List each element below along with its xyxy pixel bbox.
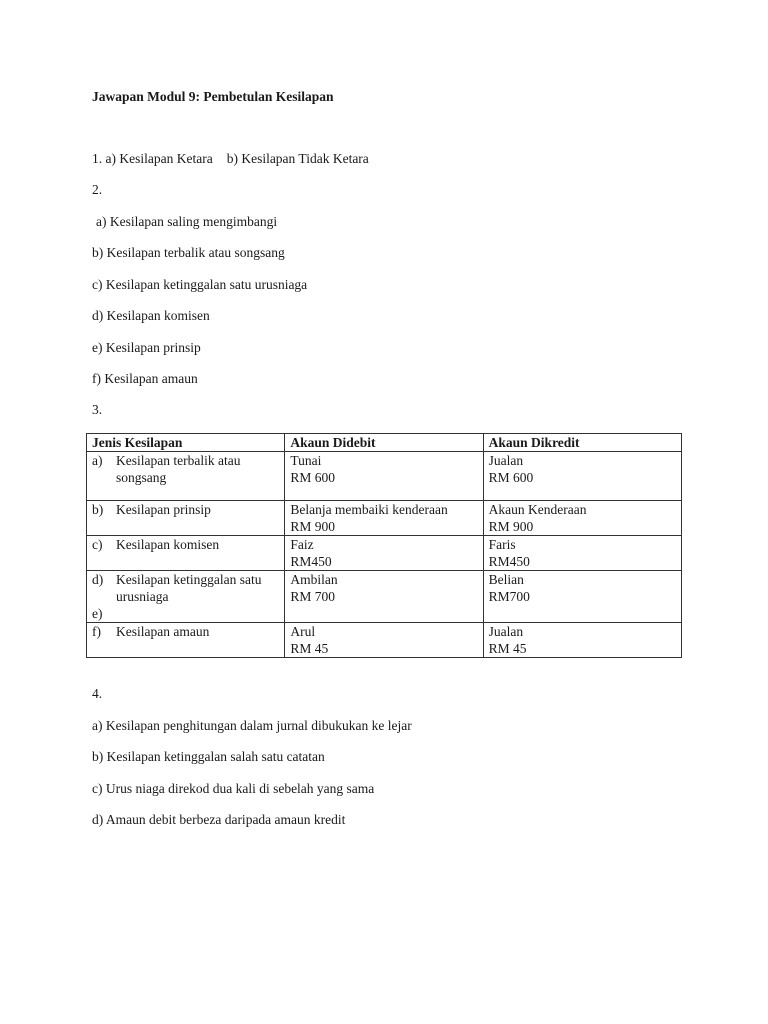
- debit-account: Belanja membaiki kenderaan: [290, 502, 448, 517]
- jenis-text: Kesilapan komisen: [116, 537, 220, 552]
- table-row: [87, 536, 682, 571]
- debit-amount: RM 600: [290, 470, 335, 485]
- row-extra-marker: e): [92, 606, 103, 621]
- debit-cell: [285, 452, 483, 501]
- jenis-cell: [87, 623, 285, 658]
- row-index: d): [92, 572, 104, 587]
- question-2-item-d: d) Kesilapan komisen: [92, 308, 210, 323]
- question-1: [92, 151, 369, 167]
- header-jenis-kesilapan: Jenis Kesilapan: [87, 434, 285, 452]
- question-1-answer-b: b) Kesilapan Tidak Ketara: [226, 151, 369, 166]
- page-title: Jawapan Modul 9: Pembetulan Kesilapan: [92, 89, 334, 104]
- error-correction-table: [86, 433, 682, 658]
- question-1-answer-a: a) Kesilapan Ketara: [105, 151, 213, 166]
- question-2-item-c: c) Kesilapan ketinggalan satu urusniaga: [92, 277, 308, 292]
- debit-cell: [285, 501, 483, 536]
- question-2-item-f: f) Kesilapan amaun: [92, 371, 198, 386]
- question-2-item-e: e) Kesilapan prinsip: [92, 340, 201, 355]
- jenis-text: Kesilapan ketinggalan satu urusniaga: [116, 572, 262, 604]
- header-akaun-dikredit: Akaun Dikredit: [483, 434, 681, 452]
- credit-cell: [483, 571, 681, 623]
- debit-account: Faiz: [290, 537, 314, 552]
- jenis-text: Kesilapan prinsip: [116, 502, 211, 517]
- row-index: b): [92, 502, 104, 517]
- credit-cell: [483, 452, 681, 501]
- debit-cell: [285, 571, 483, 623]
- table-row: [87, 623, 682, 658]
- credit-account: Jualan: [488, 624, 524, 639]
- table-row: [87, 452, 682, 501]
- table-row: [87, 571, 682, 623]
- debit-cell: [285, 623, 483, 658]
- question-4-item-d: d) Amaun debit berbeza daripada amaun kredit: [92, 812, 346, 827]
- credit-cell: [483, 536, 681, 571]
- credit-account: Akaun Kenderaan: [488, 502, 587, 517]
- credit-cell: [483, 501, 681, 536]
- jenis-cell: [87, 452, 285, 501]
- credit-amount: RM 900: [488, 519, 534, 534]
- credit-account: Jualan: [488, 453, 524, 468]
- row-index: a): [92, 453, 103, 468]
- question-3-number: 3.: [92, 402, 103, 417]
- question-2-item-a: a) Kesilapan saling mengimbangi: [96, 214, 278, 229]
- table-header-row: [87, 434, 682, 452]
- debit-amount: RM 900: [290, 519, 335, 534]
- question-4-number: 4.: [92, 686, 103, 701]
- header-akaun-didebit: Akaun Didebit: [285, 434, 483, 452]
- debit-amount: RM 700: [290, 589, 335, 604]
- table-row: [87, 501, 682, 536]
- credit-account: Belian: [488, 572, 524, 587]
- debit-amount: RM 45: [290, 641, 329, 656]
- debit-cell: [285, 536, 483, 571]
- credit-cell: [483, 623, 681, 658]
- question-1-number: 1.: [92, 151, 103, 166]
- jenis-cell: [87, 571, 285, 623]
- credit-amount: RM700: [488, 589, 530, 604]
- debit-account: Arul: [290, 624, 316, 639]
- debit-account: Tunai: [290, 453, 322, 468]
- jenis-cell: [87, 501, 285, 536]
- debit-amount: RM450: [290, 554, 332, 569]
- jenis-text: Kesilapan amaun: [116, 624, 210, 639]
- row-index: c): [92, 537, 103, 552]
- credit-amount: RM 45: [488, 641, 527, 656]
- row-index: f): [92, 624, 101, 639]
- question-4-item-b: b) Kesilapan ketinggalan salah satu catatan: [92, 749, 325, 764]
- credit-amount: RM 600: [488, 470, 534, 485]
- question-4-item-c: c) Urus niaga direkod dua kali di sebelah yang sama: [92, 781, 375, 796]
- debit-account: Ambilan: [290, 572, 338, 587]
- question-4-item-a: a) Kesilapan penghitungan dalam jurnal dibukukan ke lejar: [92, 718, 412, 733]
- question-2-number: 2.: [92, 182, 103, 197]
- jenis-text: Kesilapan terbalik atau songsang: [116, 453, 241, 485]
- credit-amount: RM450: [488, 554, 530, 569]
- credit-account: Faris: [488, 537, 516, 552]
- jenis-cell: [87, 536, 285, 571]
- question-2-item-b: b) Kesilapan terbalik atau songsang: [92, 245, 285, 260]
